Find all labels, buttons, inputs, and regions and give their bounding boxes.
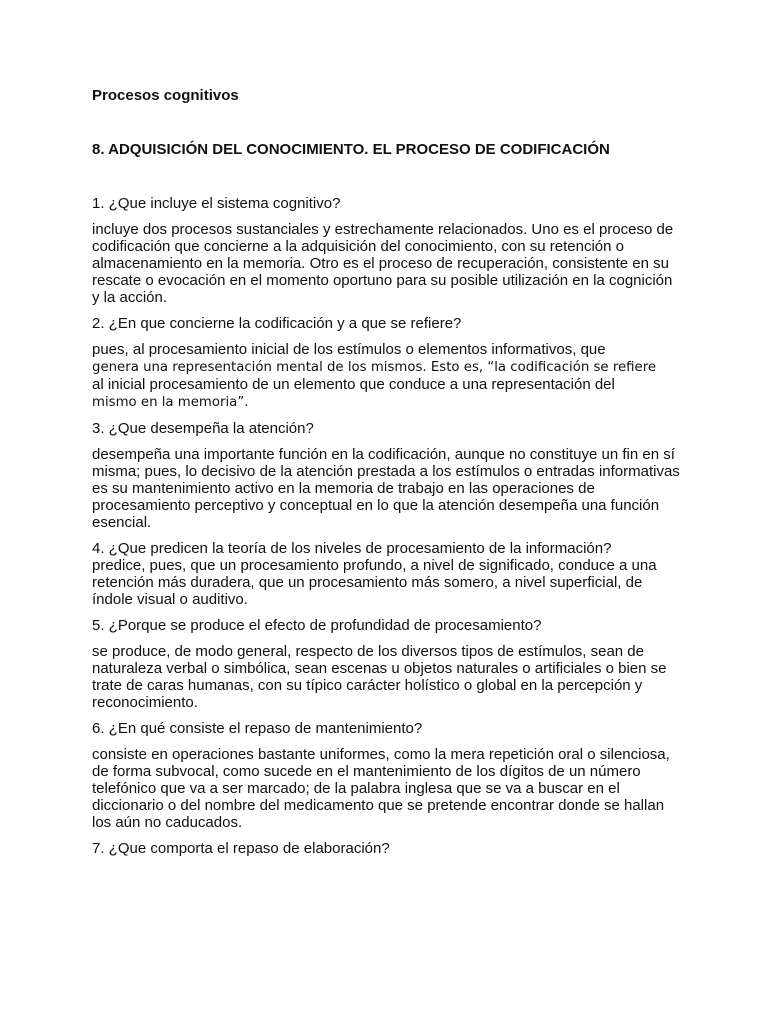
answer-6: consiste en operaciones bastante uniformes, como la mera repetición oral o silenciosa, de forma subvocal, como sucede en el mantenimiento de los dígitos de un número telefónico que va a ser marcado; de la palabra inglesa que se va a buscar en el diccionario o del nombre del medicamento que se pretende encontrar donde se hallan los aún no caducados. bbox=[92, 746, 670, 831]
answer-5: se produce, de modo general, respecto de los diversos tipos de estímulos, sean de naturaleza verbal o simbólica, sean escenas u objetos naturales o artificiales o bien se trate de caras humanas, con su típico carácter holístico o global en la percepción y reconocimiento. bbox=[92, 643, 667, 711]
answer-4: predice, pues, que un procesamiento profundo, a nivel de significado, conduce a una retención más duradera, que un procesamiento más somero, a nivel superficial, de índole visual o auditivo. bbox=[92, 557, 657, 608]
question-6: 6. ¿En qué consiste el repaso de mantenimiento? bbox=[92, 720, 423, 737]
answer-1: incluye dos procesos sustanciales y estrechamente relacionados. Uno es el proceso de codificación que concierne a la adquisición del conocimiento, con su retención o almacenamiento en la memoria. Otro es el proceso de recuperación, consistente en su rescate o evocación en el momento oportuno para su posible utilización en la cognición y la acción. bbox=[92, 221, 674, 306]
document-page bbox=[92, 86, 682, 857]
question-2: 2. ¿En que concierne la codificación y a que se refiere? bbox=[92, 315, 462, 332]
answer-2-line-3: al inicial procesamiento de un elemento que conduce a una representación del bbox=[92, 376, 615, 393]
answer-3: desempeña una importante función en la codificación, aunque no constituye un fin en sí misma; pues, lo decisivo de la atención prestada a los estímulos o entradas informativas es su mantenimiento activo en la memoria de trabajo en las operaciones de procesamiento perceptivo y conceptual en lo que la atención desempeña una función esencial. bbox=[92, 446, 680, 531]
question-4: 4. ¿Que predicen la teoría de los niveles de procesamiento de la información? bbox=[92, 540, 612, 557]
chapter-heading: 8. ADQUISICIÓN DEL CONOCIMIENTO. EL PROCESO DE CODIFICACIÓN bbox=[92, 141, 610, 158]
answer-2-line-4: mismo en la memoria”. bbox=[92, 395, 249, 410]
question-1: 1. ¿Que incluye el sistema cognitivo? bbox=[92, 195, 341, 212]
answer-2 bbox=[92, 341, 682, 411]
question-5: 5. ¿Porque se produce el efecto de profundidad de procesamiento? bbox=[92, 617, 542, 634]
document-title: Procesos cognitivos bbox=[92, 87, 239, 104]
answer-2-line-2: genera una representación mental de los mismos. Esto es, “la codificación se refiere bbox=[92, 360, 657, 375]
question-3: 3. ¿Que desempeña la atención? bbox=[92, 420, 314, 437]
question-7: 7. ¿Que comporta el repaso de elaboración? bbox=[92, 840, 390, 857]
answer-2-line-1: pues, al procesamiento inicial de los estímulos o elementos informativos, que bbox=[92, 341, 606, 358]
qa-list bbox=[92, 195, 682, 866]
